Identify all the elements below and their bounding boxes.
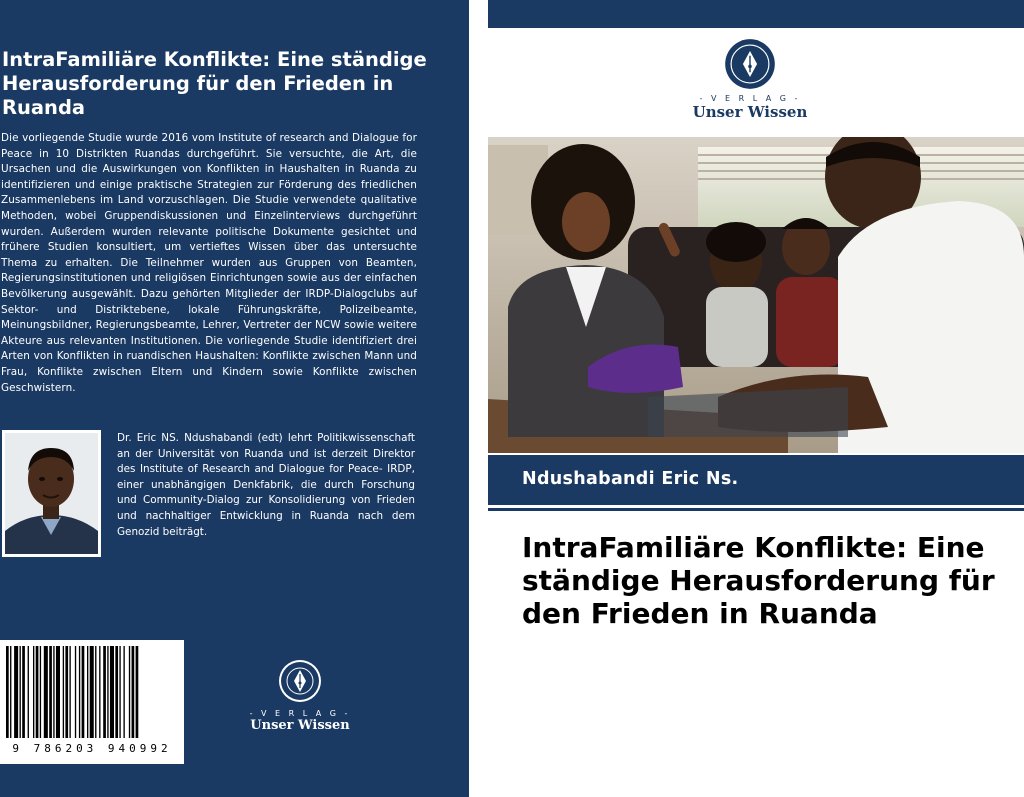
publisher-name: Unser Wissen	[692, 103, 808, 121]
barcode-bar	[22, 646, 25, 738]
barcode-bar	[14, 646, 18, 738]
barcode-bar	[69, 646, 70, 738]
barcode-bar	[123, 646, 124, 738]
publisher-logo-front	[672, 38, 828, 121]
barcode-bar	[90, 646, 94, 738]
barcode-bar	[95, 646, 96, 738]
barcode-bar	[136, 646, 139, 738]
publisher-name: Unser Wissen	[250, 718, 350, 733]
front-cover-title: IntraFamiliäre Konflikte: Eine ständige Herausforderung für den Frieden in Ruanda	[522, 531, 995, 630]
isbn-number: 9 786203 940992	[12, 742, 172, 755]
barcode-bar	[6, 646, 9, 738]
barcode-bar	[49, 646, 52, 738]
barcode-bar	[115, 646, 118, 738]
publisher-verlag-label: - V E R L A G -	[249, 709, 351, 718]
publisher-verlag-label: - V E R L A G -	[699, 94, 801, 103]
back-cover-blurb: Die vorliegende Studie wurde 2016 vom Institute of research and Dialogue for Peace in 10 Distrikten Ruandas durchgeführt. Sie versuchte, die Art, die Ursachen und die Auswirkungen von Konflikten in Haushalten in Ruanda zu identifizieren und einige praktische Strategien zur Förderung des friedlichen Zusammenlebens im Land vorzuschlagen. Die Studie verwendete qualitative Methoden, wobei Gruppendiskussionen und Einzelinterviews durchgeführt wurden. Außerdem wurden relevante politische Dokumente gesichtet und frühere Studien konsultiert, um vertieftes Wissen über das untersuchte Thema zu erhalten. Die Teilnehmer wurden aus Gruppen von Beamten, Regierungsinstitutionen und religiösen Einrichtungen sowie aus der einfachen Bevölkerung ausgewählt. Dazu gehörten Mitglieder der IRDP-Dialogclubs auf Sektor- und Distriktebene, lokale Führungskräfte, Polizeibeamte, Meinungsbildner, Regierungsbeamte, Lehrer, Vertreter der NCW sowie weitere Akteure aus relevanten Institutionen. Die vorliegende Studie identifiziert drei Arten von Konflikten in ruandischen Haushalten: Konflikte zwischen Mann und Frau, Konflikte zwischen Eltern und Kindern sowie Konflikte zwischen Geschwistern.	[1, 132, 417, 394]
barcode-bar	[119, 646, 120, 738]
barcode-bar	[75, 646, 76, 738]
publisher-logo-back	[240, 659, 360, 733]
author-photo	[2, 430, 101, 557]
barcode-bar	[79, 646, 80, 738]
back-cover-title: IntraFamiliäre Konflikte: Eine ständige Herausforderung für den Frieden in Ruanda	[2, 48, 427, 119]
author-portrait-icon	[5, 433, 98, 554]
barcode-bar	[87, 646, 88, 738]
barcode-bar	[20, 646, 21, 738]
barcode-bar	[53, 646, 54, 738]
fountain-pen-seal-icon	[724, 38, 776, 90]
author-band	[488, 455, 1024, 505]
barcode-bar	[33, 646, 34, 738]
spine	[469, 0, 488, 797]
front-author-name: Ndushabandi Eric Ns.	[522, 469, 739, 489]
barcode-bar	[36, 646, 39, 738]
barcode-bar	[10, 646, 11, 738]
front-cover	[488, 0, 1024, 797]
isbn-barcode	[0, 640, 184, 764]
barcode-bar	[110, 646, 114, 738]
barcode-bar	[82, 646, 85, 738]
author-bio: Dr. Eric NS. Ndushabandi (edt) lehrt Politikwissenschaft an der Universität von Ruanda und ist derzeit Direktor des Institute of Research and Dialogue for Peace- IRDP, einer unabhängigen Denkfabrik, die durch Forschung und Community-Dialog zur Konsolidierung von Frieden und nachhaltiger Entwicklung in Ruanda nach dem Genozid beiträgt.	[117, 432, 415, 538]
barcode-bar	[65, 646, 68, 738]
front-top-bar	[488, 0, 1024, 28]
cover-photo-family	[488, 137, 1024, 453]
barcode-bar	[28, 646, 29, 738]
back-cover	[0, 0, 469, 797]
barcode-bar	[63, 646, 64, 738]
barcode-bar	[44, 646, 48, 738]
barcode-bar	[103, 646, 106, 738]
barcode-bar	[56, 646, 60, 738]
fountain-pen-seal-icon	[278, 659, 322, 703]
barcode-bar	[132, 646, 135, 738]
barcode-bar	[99, 646, 100, 738]
barcode-bar	[107, 646, 108, 738]
barcode-bar	[40, 646, 41, 738]
barcode-bar	[129, 646, 130, 738]
barcode-bars	[4, 646, 180, 740]
divider-rule	[488, 508, 1024, 511]
family-argument-photo-icon	[488, 137, 1024, 453]
